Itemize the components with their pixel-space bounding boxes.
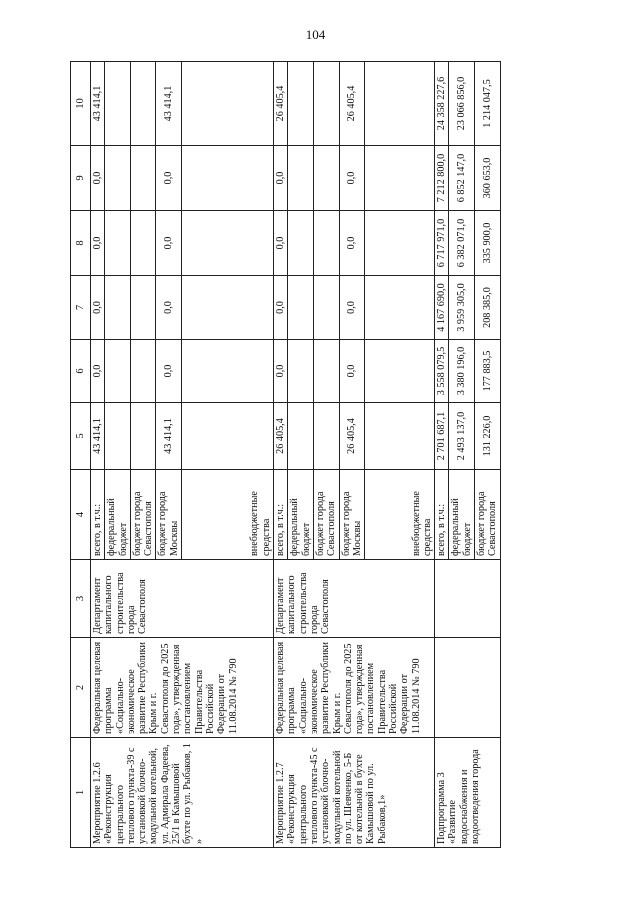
col-header-4: 4: [71, 470, 91, 560]
value-cell: 4 167 690,0: [435, 276, 449, 340]
source-city: бюджет города Севастополя: [313, 470, 339, 560]
value-cell: 0,0: [156, 211, 182, 276]
value-cell: 43 414,1: [91, 403, 105, 470]
value-cell: 0,0: [339, 340, 365, 403]
financing-table: [70, 61, 501, 848]
value-cell: 360 653,0: [475, 146, 501, 211]
page-number: 104: [305, 27, 326, 42]
source-federal: федеральный бюджет: [449, 470, 475, 560]
col-header-3: 3: [71, 560, 91, 638]
table-row: [274, 62, 288, 848]
source-federal: федеральный бюджет: [105, 470, 131, 560]
value-cell: 2 493 137,0: [449, 403, 475, 470]
executor: Департамент капитального строительства города Севастополя: [274, 560, 435, 638]
source-city: бюджет города Севастополя: [130, 470, 156, 560]
value-cell: 208 385,0: [475, 276, 501, 340]
source-total: всего, в т.ч.:: [435, 470, 449, 560]
col-header-5: 5: [71, 403, 91, 470]
source-offbudget: внебюджетные средства: [182, 470, 274, 560]
value-cell: 23 066 856,0: [449, 62, 475, 146]
value-cell: 3 558 079,5: [435, 340, 449, 403]
value-cell: 0,0: [156, 276, 182, 340]
value-cell: 0,0: [339, 146, 365, 211]
value-cell: 0,0: [91, 276, 105, 340]
table-row: [435, 62, 449, 848]
source-total: всего, в т.ч.:: [91, 470, 105, 560]
col-header-9: 9: [71, 146, 91, 211]
value-cell: 0,0: [274, 146, 288, 211]
source-offbudget: внебюджетные средства: [365, 470, 435, 560]
value-cell: 0,0: [339, 211, 365, 276]
value-cell: 0,0: [91, 211, 105, 276]
value-cell: 6 717 971,0: [435, 211, 449, 276]
value-cell: 43 414,1: [91, 62, 105, 146]
value-cell: 335 900,0: [475, 211, 501, 276]
source-city: бюджет города Севастополя: [475, 470, 501, 560]
col-header-10: 10: [71, 62, 91, 146]
value-cell: 6 852 147,0: [449, 146, 475, 211]
program-name: Федеральная целевая программа «Социально-экономическое развитие Республики Крым и г. Севастополя до 2025 года», утвержденная постановлением Правительства Российской Федерации от 11.08.2014 № 790: [274, 638, 435, 738]
value-cell: 0,0: [274, 211, 288, 276]
header-row: [71, 62, 91, 848]
value-cell: 43 414,1: [156, 62, 182, 146]
value-cell: 2 701 687,1: [435, 403, 449, 470]
value-cell: 0,0: [91, 146, 105, 211]
executor: Департамент капитального строительства города Севастополя: [91, 560, 274, 638]
value-cell: 3 959 305,0: [449, 276, 475, 340]
col-header-6: 6: [71, 340, 91, 403]
value-cell: 0,0: [339, 276, 365, 340]
value-cell: 0,0: [274, 340, 288, 403]
subprogram-name: Подпрограмма 3 «Развитие водоснабжения и водоотведения города: [435, 738, 500, 848]
value-cell: 131 226,0: [475, 403, 501, 470]
col-header-1: 1: [71, 738, 91, 848]
source-federal: федеральный бюджет: [288, 470, 314, 560]
col-header-8: 8: [71, 211, 91, 276]
value-cell: 0,0: [274, 276, 288, 340]
value-cell: 0,0: [156, 340, 182, 403]
measure-name: Мероприятие 1.2.7 «Реконструкция центрального теплового пункта-45 с установкой блочно-модульной котельной по ул. Шевченко, 5-Б от котельной в бухте Камышовой по ул. Рыбаков,1»: [274, 738, 435, 848]
rotated-table-container: [70, 62, 560, 848]
value-cell: 177 883,5: [475, 340, 501, 403]
measure-name: Мероприятие 1.2.6 «Реконструкция центрального теплового пункта-39 с установкой блочно-модульной котельной, ул. Адмирала Фадеева, 25/1 в Камышовой бухте по ул. Рыбаков, 1 »: [91, 738, 274, 848]
value-cell: 24 358 227,6: [435, 62, 449, 146]
col-header-2: 2: [71, 638, 91, 738]
source-moscow: бюджет города Москвы: [156, 470, 182, 560]
value-cell: 26 405,4: [339, 403, 365, 470]
table-row: [91, 62, 105, 848]
source-moscow: бюджет города Москвы: [339, 470, 365, 560]
value-cell: 7 212 800,0: [435, 146, 449, 211]
value-cell: 26 405,4: [274, 403, 288, 470]
value-cell: 26 405,4: [274, 62, 288, 146]
value-cell: 6 382 071,0: [449, 211, 475, 276]
value-cell: 0,0: [156, 146, 182, 211]
source-total: всего, в т.ч.:: [274, 470, 288, 560]
value-cell: 0,0: [91, 340, 105, 403]
value-cell: 3 380 196,0: [449, 340, 475, 403]
value-cell: 26 405,4: [339, 62, 365, 146]
value-cell: 43 414,1: [156, 403, 182, 470]
col-header-7: 7: [71, 276, 91, 340]
value-cell: 1 214 047,5: [475, 62, 501, 146]
program-name: Федеральная целевая программа «Социально-экономическое развитие Республики Крым и г. Севастополя до 2025 года», утвержденная постановлением Правительства Российской Федерации от 11.08.2014 № 790: [91, 638, 274, 738]
